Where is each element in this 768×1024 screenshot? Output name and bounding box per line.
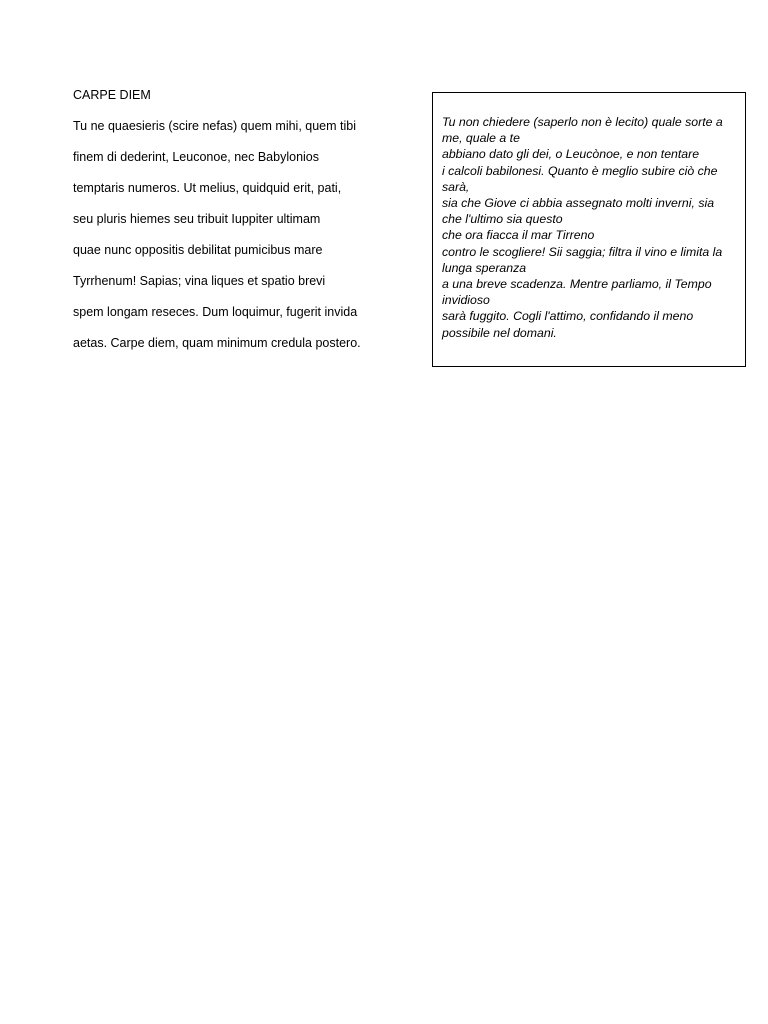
translation-line: abbiano dato gli dei, o Leucònoe, e non tentare xyxy=(442,147,700,162)
latin-verse-line: temptaris numeros. Ut melius, quidquid erit, pati, xyxy=(73,181,342,195)
translation-line: a una breve scadenza. Mentre parliamo, il Tempo invidioso xyxy=(442,277,712,308)
latin-verse-line: finem di dederint, Leuconoe, nec Babylonios xyxy=(73,150,319,164)
poem-title: CARPE DIEM xyxy=(73,88,151,102)
latin-verse-line: aetas. Carpe diem, quam minimum credula postero. xyxy=(73,336,361,350)
italian-translation-box xyxy=(432,92,746,367)
translation-line: i calcoli babilonesi. Quanto è meglio subire ciò che sarà, xyxy=(442,163,718,194)
translation-line: sarà fuggito. Cogli l'attimo, confidando il meno possibile nel domani. xyxy=(442,309,694,340)
latin-verse-line: spem longam reseces. Dum loquimur, fugerit invida xyxy=(73,305,358,319)
latin-verse-line: Tyrrhenum! Sapias; vina liques et spatio brevi xyxy=(73,274,326,288)
latin-verse-line: Tu ne quaesieris (scire nefas) quem mihi, quem tibi xyxy=(73,119,356,133)
latin-verse-line: quae nunc oppositis debilitat pumicibus mare xyxy=(73,243,323,257)
translation-line: sia che Giove ci abbia assegnato molti inverni, sia che l'ultimo sia questo xyxy=(442,196,715,227)
latin-verse-list xyxy=(73,118,413,366)
latin-verse-line: seu pluris hiemes seu tribuit Iuppiter ultimam xyxy=(73,212,321,226)
translation-line: che ora fiacca il mar Tirreno xyxy=(442,228,595,243)
translation-line: contro le scogliere! Sii saggia; filtra il vino e limita la lunga speranza xyxy=(442,244,723,275)
latin-poem xyxy=(73,87,413,366)
translation-line: Tu non chiedere (saperlo non è lecito) quale sorte a me, quale a te xyxy=(442,115,723,146)
